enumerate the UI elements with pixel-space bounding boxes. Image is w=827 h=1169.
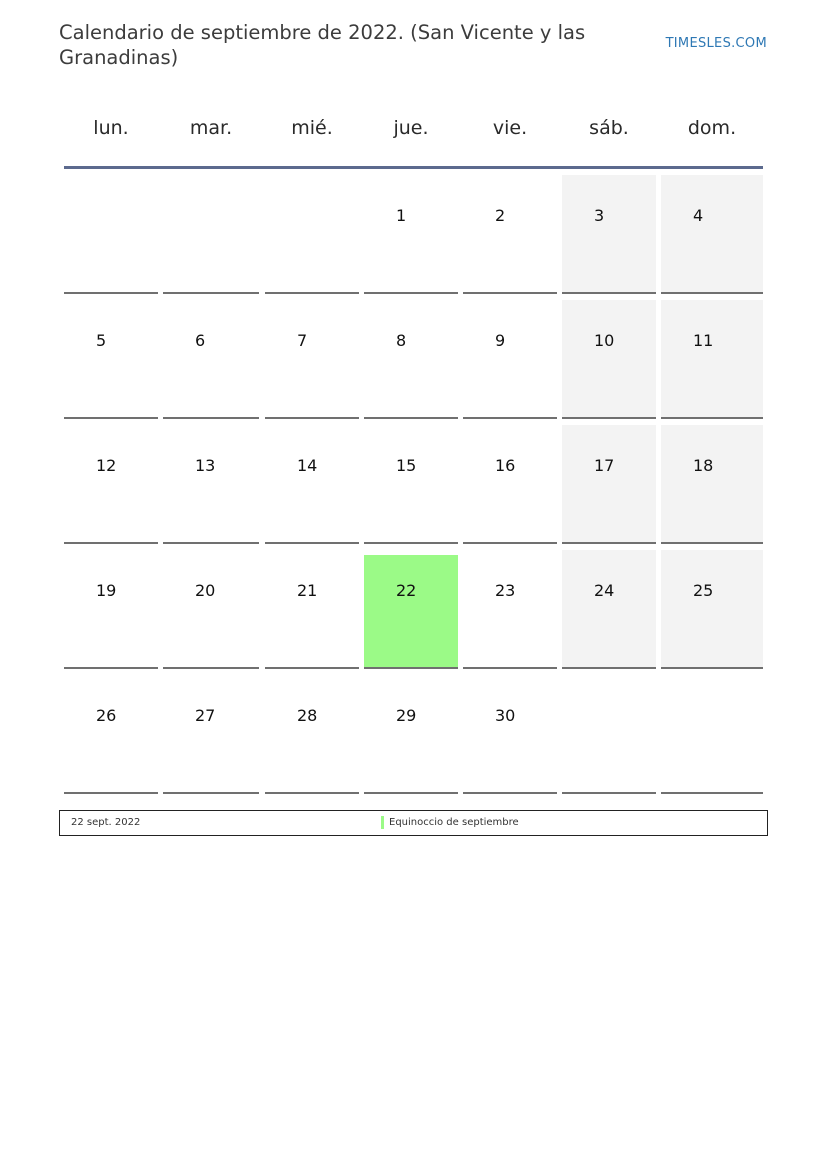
legend-event-name: Equinoccio de septiembre: [389, 817, 519, 828]
day-cell: [661, 294, 763, 419]
day-number: 15: [396, 456, 417, 475]
day-number: 26: [96, 706, 117, 725]
legend-color-marker: [381, 816, 384, 829]
day-number: 8: [396, 331, 407, 350]
day-cell: [661, 419, 763, 544]
page-title: Calendario de septiembre de 2022. (San Vicente y las Granadinas): [59, 21, 586, 69]
day-number: 17: [594, 456, 615, 475]
holiday-highlight: [364, 555, 458, 667]
day-cell: [163, 419, 259, 544]
day-cell: [64, 294, 158, 419]
day-cell: [463, 669, 557, 794]
empty-day-cell: [163, 169, 259, 294]
day-number: 23: [495, 581, 516, 600]
day-cell: [64, 419, 158, 544]
day-cell: [163, 544, 259, 669]
day-cell: [661, 544, 763, 669]
day-cell: [64, 669, 158, 794]
day-cell: [265, 294, 359, 419]
day-cell: [265, 669, 359, 794]
day-cell: [364, 419, 458, 544]
weekend-shading: [661, 175, 763, 292]
day-number: 27: [195, 706, 216, 725]
day-number: 3: [594, 206, 605, 225]
cell-bottom-rule: [163, 792, 259, 794]
weekday-label: mar.: [189, 117, 233, 139]
day-number: 13: [195, 456, 216, 475]
cell-bottom-rule: [562, 792, 656, 794]
weekend-shading: [661, 550, 763, 667]
day-cell: [562, 544, 656, 669]
weekday-label: vie.: [492, 117, 528, 139]
day-number: 22: [396, 581, 417, 600]
weekend-shading: [661, 300, 763, 417]
weekend-shading: [562, 425, 656, 542]
day-cell: [163, 294, 259, 419]
day-number: 28: [297, 706, 318, 725]
cell-bottom-rule: [265, 792, 359, 794]
cell-bottom-rule: [64, 792, 158, 794]
day-cell: [265, 419, 359, 544]
cell-bottom-rule: [661, 792, 763, 794]
day-number: 21: [297, 581, 318, 600]
weekday-label: sáb.: [589, 117, 629, 139]
day-number: 1: [396, 206, 407, 225]
day-cell: [463, 294, 557, 419]
day-cell: [364, 169, 458, 294]
cell-bottom-rule: [463, 792, 557, 794]
weekend-shading: [661, 425, 763, 542]
weekend-shading: [562, 550, 656, 667]
day-cell: [265, 544, 359, 669]
day-number: 18: [693, 456, 714, 475]
day-number: 6: [195, 331, 206, 350]
day-number: 16: [495, 456, 516, 475]
day-cell: [562, 294, 656, 419]
day-number: 29: [396, 706, 417, 725]
day-cell: [364, 669, 458, 794]
calendar-grid: [64, 169, 763, 795]
day-number: 10: [594, 331, 615, 350]
day-cell: [661, 169, 763, 294]
weekday-header-row: [64, 108, 763, 148]
holiday-legend: [59, 810, 768, 836]
weekday-label: lun.: [93, 117, 129, 139]
day-number: 24: [594, 581, 615, 600]
cell-bottom-rule: [364, 792, 458, 794]
day-cell: [463, 169, 557, 294]
empty-day-cell: [661, 669, 763, 794]
day-number: 25: [693, 581, 714, 600]
day-number: 4: [693, 206, 704, 225]
day-cell: [64, 544, 158, 669]
day-cell: [163, 669, 259, 794]
holiday-day-cell: [364, 544, 458, 669]
empty-day-cell: [265, 169, 359, 294]
day-number: 9: [495, 331, 506, 350]
legend-date: 22 sept. 2022: [71, 817, 141, 828]
day-cell: [463, 419, 557, 544]
day-number: 14: [297, 456, 318, 475]
empty-day-cell: [562, 669, 656, 794]
day-number: 5: [96, 331, 107, 350]
weekday-label: dom.: [687, 117, 737, 139]
day-cell: [562, 169, 656, 294]
weekday-label: mié.: [291, 117, 333, 139]
day-number: 12: [96, 456, 117, 475]
weekend-shading: [562, 300, 656, 417]
day-number: 11: [693, 331, 714, 350]
day-number: 19: [96, 581, 117, 600]
day-cell: [463, 544, 557, 669]
weekend-shading: [562, 175, 656, 292]
day-number: 30: [495, 706, 516, 725]
day-number: 2: [495, 206, 506, 225]
day-cell: [562, 419, 656, 544]
day-number: 20: [195, 581, 216, 600]
empty-day-cell: [64, 169, 158, 294]
day-cell: [364, 294, 458, 419]
day-number: 7: [297, 331, 308, 350]
weekday-label: jue.: [393, 117, 429, 139]
brand-link[interactable]: TIMESLES.COM: [665, 36, 767, 51]
